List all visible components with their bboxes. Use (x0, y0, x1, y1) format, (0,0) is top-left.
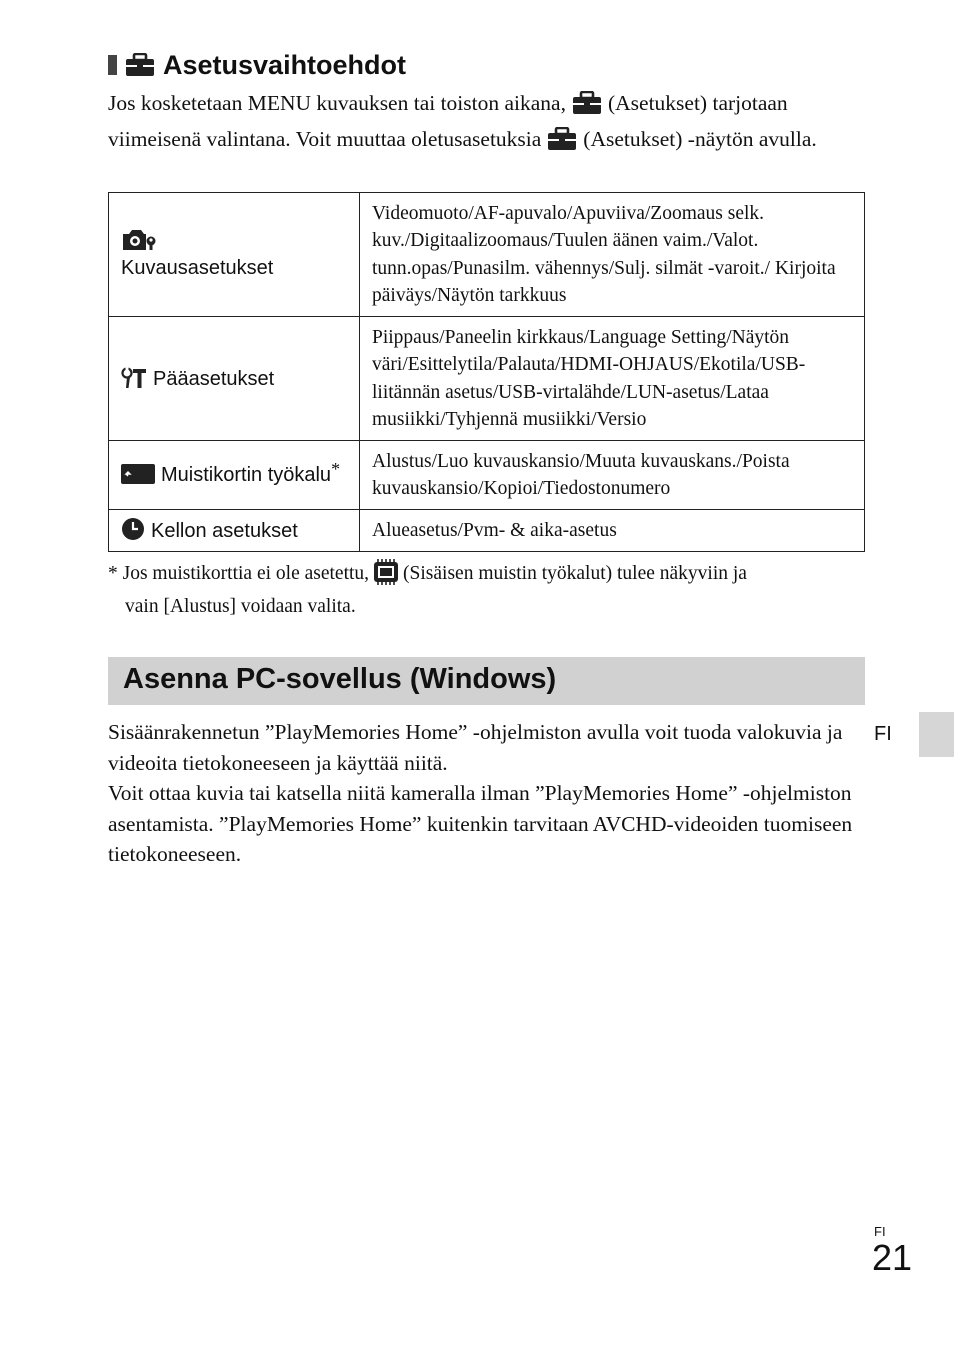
table-row (109, 510, 865, 552)
row-value: Alueasetus/Pvm- & aika-asetus (360, 510, 865, 552)
intro-text: (Asetukset) tarjotaan viimeisenä valintana. Voit muuttaa oletusasetuksia (108, 91, 788, 151)
asterisk-mark: * (331, 459, 341, 479)
page-language: FI (874, 1224, 886, 1239)
wrench-icon (121, 367, 147, 389)
section-heading (108, 48, 406, 82)
page-number: 21 (872, 1237, 913, 1278)
camera-settings-icon (121, 228, 157, 252)
intro-paragraph (108, 88, 868, 159)
toolbox-icon (125, 53, 155, 77)
footnote-line2: vain [Alustus] voidaan valita. (125, 596, 356, 617)
row-value: Piippaus/Paneelin kirkkaus/Language Setting/Näytön väri/Esittelytila/Palauta/HDMI-OHJAUS/Ekotila/USB-liitännän asetus/USB-virtalähde/LUN-asetus/Lataa musiikki/Tyhjennä musiikki/Versio (360, 317, 865, 441)
toolbox-icon (547, 127, 577, 160)
heading-marker (108, 55, 117, 75)
intro-text: Jos kosketetaan MENU kuvauksen tai toiston aikana, (108, 91, 566, 115)
section-body (108, 717, 868, 870)
footnote (108, 559, 868, 620)
toolbox-icon (572, 91, 602, 124)
side-tab-language: FI (874, 723, 892, 745)
paragraph: Voit ottaa kuvia tai katsella niitä kameralla ilman ”PlayMemories Home” -ohjelmiston asentamista. ”PlayMemories Home” kuitenkin tarvitaan AVCHD-videoiden tuomiseen tietokoneeseen. (108, 781, 853, 866)
row-label (109, 441, 360, 510)
internal-memory-icon (373, 559, 399, 585)
footnote-suffix: (Sisäisen muistin työkalut) tulee näkyviin ja (403, 563, 747, 584)
side-tab-marker (919, 712, 954, 757)
table-row (109, 317, 865, 441)
memory-card-icon (121, 463, 155, 485)
settings-table (108, 192, 865, 552)
table-row (109, 193, 865, 317)
footnote-prefix: * Jos muistikorttia ei ole asetettu, (108, 563, 370, 584)
clock-icon (121, 517, 145, 541)
row-label-text: Pääasetukset (153, 367, 275, 390)
table-row (109, 441, 865, 510)
row-label-text: Kellon asetukset (151, 520, 298, 542)
section-banner (108, 657, 865, 705)
row-label-text: Kuvausasetukset (121, 257, 274, 279)
paragraph: Sisäänrakennetun ”PlayMemories Home” -ohjelmiston avulla voit tuoda valokuvia ja videoita tietokoneeseen ja käyttää niitä. (108, 720, 843, 775)
section-banner-title: Asenna PC-sovellus (Windows) (123, 663, 557, 695)
intro-text: (Asetukset) -näytön avulla. (583, 126, 817, 151)
row-label-text: Muistikortin työkalu (161, 464, 332, 486)
row-value: Videomuoto/AF-apuvalo/Apuviiva/Zoomaus selk. kuv./Digitaalizoomaus/Tuulen äänen vaim./Valot. tunn.opas/Punasilm. vähennys/Sulj. silmät -varoit./ Kirjoita päiväys/Näytön tarkkuus (360, 193, 865, 317)
row-label (109, 510, 360, 552)
row-value: Alustus/Luo kuvauskansio/Muuta kuvauskans./Poista kuvauskansio/Kopioi/Tiedostonumero (360, 441, 865, 510)
section-title: Asetusvaihtoehdot (163, 49, 407, 80)
row-label (109, 317, 360, 441)
row-label (109, 193, 360, 317)
